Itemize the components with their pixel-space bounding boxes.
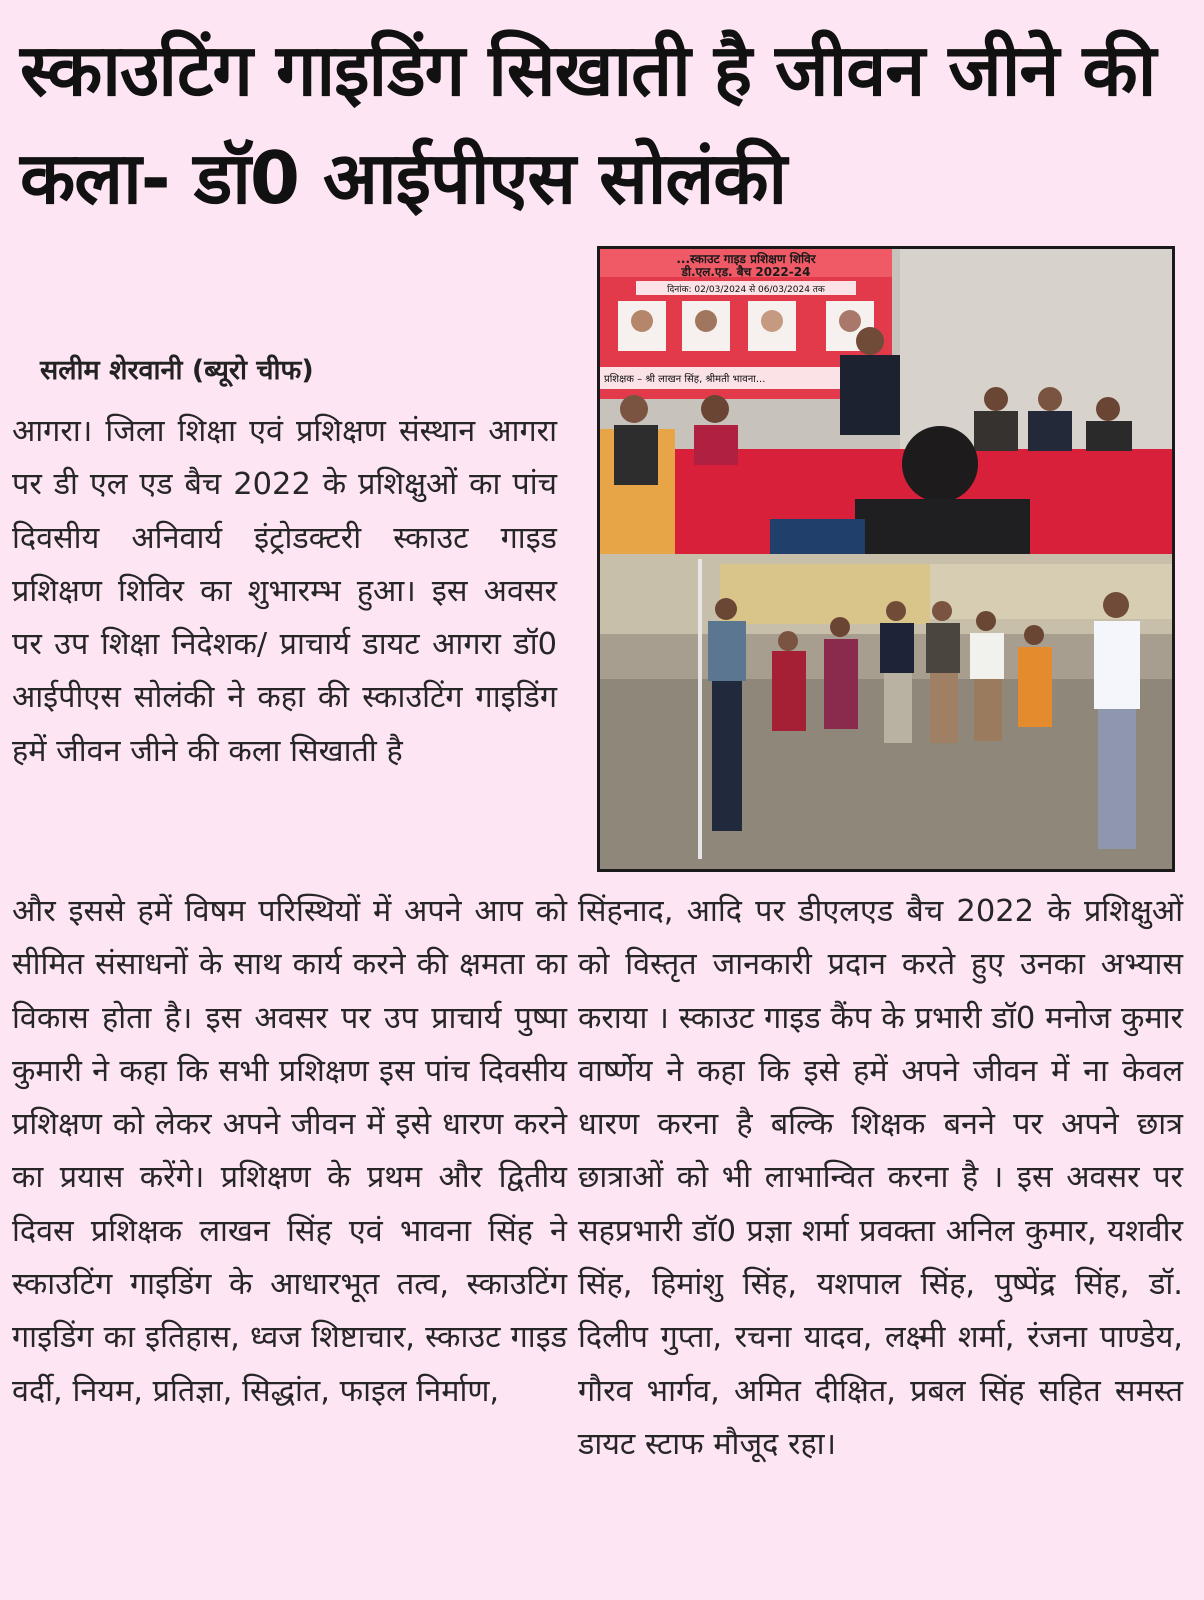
article-text-left-bottom: और इससे हमें विषम परिस्थियों में अपने आप को सीमित संसाधनों के साथ कार्य करने की क्षमता का विकास होता है। इस अवसर पर उप प्राचार्य पुष्पा कुमारी ने कहा कि सभी प्रशिक्षण इस पांच दिवसीय प्रशिक्षण को लेकर अपने जीवन में इसे धारण करने का प्रयास करेंगे। प्रशिक्षण के प्रथम और द्वितीय दिवस प्रशिक्षक लाखन सिंह एवं भावना सिंह ने स्काउटिंग गाइडिंग के आधारभूत तत्व, स्काउटिंग गाइडिंग का इतिहास, ध्वज शिष्टाचार, स्काउट गाइड वर्दी, नियम, प्रतिज्ञा, सिद्धांत, फाइल निर्माण, [12,894,567,1409]
headline: स्काउटिंग गाइडिंग सिखाती है जीवन जीने की कला- डॉ0 आईपीएस सोलंकी [20,28,1156,220]
banner-title: ...स्काउट गाइड प्रशिक्षण शिविर [676,252,816,266]
banner-batch: डी.एल.एड. बैच 2022-24 [681,265,811,279]
banner-trainers: प्रशिक्षक – श्री लाखन सिंह, श्रीमती भावना... [604,374,766,385]
banner-dates: दिनांक: 02/03/2024 से 06/03/2024 तक [667,285,825,295]
article-text-right: सिंहनाद, आदि पर डीएलएड बैच 2022 के प्रशिक्षुओं को विस्तृत जानकारी प्रदान करते हुए उनका अभ्यास कराया । स्काउट गाइड कैंप के प्रभारी डॉ0 मनोज कुमार वार्ष्णेय ने कहा कि इसे हमें अपने जीवन में ना केवल धारण करना है बल्कि शिक्षक बनने पर अपने छात्र छात्राओं को भी लाभान्वित करना है । इस अवसर पर सहप्रभारी डॉ0 प्रज्ञा शर्मा प्रवक्ता अनिल कुमार, यशवीर सिंह, हिमांशु सिंह, यशपाल सिंह, पुष्पेंद्र सिंह, डॉ. दिलीप गुप्ता, रचना यादव, लक्ष्मी शर्मा, रंजना पाण्डेय, गौरव भार्गव, अमित दीक्षित, प्रबल सिंह सहित समस्त डायट स्टाफ मौजूद रहा। [578,894,1183,1462]
flag-ceremony-photo [600,554,1172,869]
news-photo [597,246,1175,872]
stage-photo [600,249,1172,554]
byline: सलीम शेरवानी (ब्यूरो चीफ) [40,355,314,386]
article-text-left-top: आगरा। जिला शिक्षा एवं प्रशिक्षण संस्थान आगरा पर डी एल एड बैच 2022 के प्रशिक्षुओं का पांच दिवसीय अनिवार्य इंट्रोडक्टरी स्काउट गाइड प्रशिक्षण शिविर का शुभारम्भ हुआ। इस अवसर पर उप शिक्षा निदेशक/ प्राचार्य डायट आगरा डॉ0 आईपीएस सोलंकी ने कहा की स्काउटिंग गाइडिंग हमें जीवन जीने की कला सिखाती है [12,414,557,769]
